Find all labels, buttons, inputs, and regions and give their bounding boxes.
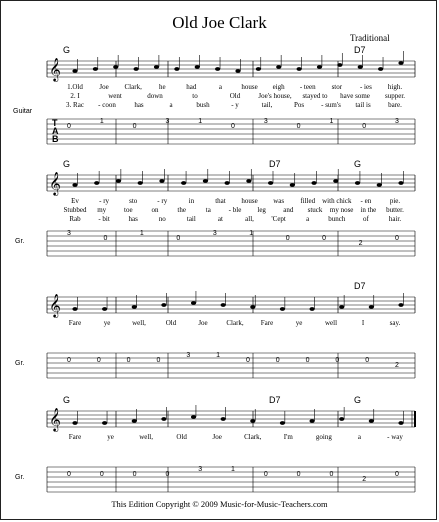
note-head	[297, 67, 302, 71]
lyric-syllable: and	[283, 206, 294, 214]
lyric-syllable: I'm	[283, 433, 293, 441]
lyric-syllable: Clark,	[244, 433, 262, 441]
lyric-syllable: Joe's house,	[258, 92, 292, 100]
system-4	[47, 405, 415, 492]
tab-fret-number: 0	[176, 235, 181, 242]
lyric-syllable: has	[134, 101, 144, 109]
lyric-syllable: filled	[300, 197, 316, 205]
lyric-syllable: ta	[205, 206, 211, 214]
lyric-syllable: stayed to	[302, 92, 328, 100]
lyric-syllable: in	[188, 197, 195, 205]
tab-fret-number: 0	[156, 357, 161, 364]
lyric-syllable: Joe	[198, 319, 208, 327]
tab-fret-number: 0	[263, 471, 268, 478]
note-head	[398, 61, 403, 65]
lyric-syllable: - sum's	[321, 101, 341, 109]
song-title: Old Joe Clark	[172, 13, 267, 32]
note-head	[161, 303, 166, 307]
lyric-syllable: high.	[387, 83, 403, 91]
lyric-syllable: a	[218, 83, 223, 91]
lyric-syllable: Pos	[293, 101, 305, 109]
tab-fret-number: 3	[263, 118, 268, 125]
tab-fret-number: 1	[216, 352, 221, 359]
note-head	[113, 65, 118, 69]
lyric-syllable: house	[241, 83, 258, 91]
lyric-syllable: Old	[165, 319, 177, 327]
lyric-syllable: Old	[176, 433, 187, 441]
lyric-syllable: - ble	[228, 206, 242, 214]
lyric-syllable: Old	[229, 92, 241, 100]
note-head	[317, 65, 322, 69]
lyric-syllable: Fare	[68, 433, 82, 441]
note-head	[378, 67, 383, 71]
lyric-syllable: butter.	[386, 206, 404, 214]
tab-fret-number: 3	[165, 118, 170, 125]
lyric-syllable: went	[108, 92, 122, 100]
note-head	[309, 419, 314, 423]
lyric-syllable: all,	[245, 215, 254, 223]
tab-fret-number: 0	[275, 357, 280, 364]
tab-fret-number: 0	[96, 357, 101, 364]
lyric-syllable: with chick	[322, 197, 352, 205]
instrument-label: Gr.	[15, 474, 25, 481]
lyric-syllable: has	[128, 215, 138, 223]
lyric-syllable: a	[357, 433, 361, 441]
treble-clef-icon: 𝄞	[49, 171, 61, 195]
note-head	[355, 181, 360, 185]
lyric-syllable: well,	[132, 319, 146, 327]
lyric-syllable: was	[273, 197, 285, 205]
note-head	[181, 181, 186, 185]
lyric-syllable: - ry	[99, 197, 110, 205]
note-head	[377, 183, 382, 187]
lyric-syllable: in the	[360, 206, 377, 214]
score-canvas	[1, 1, 438, 501]
note-head	[116, 179, 121, 183]
note-head	[215, 67, 220, 71]
copyright-notice: This Edition Copyright © 2009 Music-for-Music-Teachers.com	[111, 499, 328, 509]
tab-fret-number: 0	[335, 357, 340, 364]
tab-fret-number: 0	[67, 357, 71, 364]
tab-fret-number: 1	[231, 466, 235, 473]
lyric-syllable: bunch	[328, 215, 346, 223]
tab-fret-number: 2	[358, 240, 363, 247]
note-head	[191, 301, 196, 305]
note-head	[358, 65, 363, 69]
lyric-syllable: a	[306, 215, 310, 223]
note-head	[191, 415, 196, 419]
lyric-syllable: bare.	[388, 101, 402, 109]
note-head	[333, 179, 338, 183]
instrument-label: Gr.	[15, 360, 25, 367]
lyric-syllable: down	[147, 92, 163, 100]
note-head	[72, 183, 77, 187]
lyric-syllable: a	[169, 101, 173, 109]
lyric-syllable: Fare	[260, 319, 274, 327]
chord-symbol: D7	[269, 395, 281, 405]
tab-fret-number: 0	[99, 471, 104, 478]
lyric-syllable: tail	[186, 215, 196, 223]
note-head	[94, 181, 99, 185]
lyric-syllable: Joe	[212, 433, 222, 441]
tab-letter: B	[52, 134, 59, 144]
lyric-syllable: Clark,	[226, 319, 244, 327]
tab-fret-number: 1	[99, 118, 104, 125]
lyric-syllable: - teen	[299, 83, 316, 91]
tab-fret-number: 0	[132, 123, 137, 130]
note-head	[268, 181, 273, 185]
lyric-syllable: well,	[139, 433, 154, 441]
lyric-syllable: had	[186, 83, 197, 91]
tab-fret-number: 1	[139, 230, 144, 237]
tab-fret-number: 0	[395, 235, 399, 242]
lyric-syllable: - coon	[98, 101, 116, 109]
tab-letter: A	[52, 126, 59, 136]
lyric-syllable: to	[192, 92, 198, 100]
lyric-syllable: - en	[360, 197, 372, 205]
note-head	[276, 65, 281, 69]
composer-credit: Traditional	[350, 33, 390, 43]
lyric-syllable: say.	[389, 319, 401, 327]
chord-symbol: D7	[269, 159, 281, 169]
note-head	[369, 305, 374, 309]
chord-symbol: D7	[354, 281, 366, 291]
lyric-syllable: - way	[387, 433, 403, 441]
note-head	[250, 419, 255, 423]
note-head	[369, 419, 374, 423]
tab-fret-number: 3	[198, 466, 203, 473]
note-head	[221, 417, 226, 421]
note-head	[339, 305, 344, 309]
note-head	[132, 305, 137, 309]
tab-fret-number: 3	[67, 230, 71, 237]
lyric-syllable: going	[315, 433, 332, 441]
note-head	[311, 181, 316, 185]
tab-fret-number: 0	[322, 235, 327, 242]
tab-fret-number: 0	[103, 235, 108, 242]
lyric-syllable: ye	[107, 433, 114, 441]
chord-symbol: G	[354, 395, 362, 405]
note-head	[93, 67, 98, 71]
lyric-syllable: tail,	[261, 101, 273, 109]
tab-fret-number: 0	[126, 357, 131, 364]
lyric-syllable: house	[241, 197, 258, 205]
tab-fret-number: 2	[395, 362, 399, 369]
tab-fret-number: 0	[365, 357, 370, 364]
lyric-syllable: that	[215, 197, 226, 205]
note-head	[225, 181, 230, 185]
lyric-syllable: - ies	[359, 83, 372, 91]
note-head	[174, 67, 179, 71]
lyric-syllable: Joe	[99, 83, 109, 91]
lyric-syllable: toe	[124, 206, 133, 214]
note-head	[235, 69, 240, 73]
lyric-syllable: Stubbed	[63, 206, 87, 214]
lyric-syllable: he	[158, 83, 166, 91]
note-head	[102, 421, 107, 425]
tab-fret-number: 0	[165, 471, 170, 478]
instrument-label: Gr.	[15, 238, 25, 245]
lyric-syllable: stor	[331, 83, 343, 91]
lyric-syllable: 'Cept	[271, 215, 286, 223]
note-head	[339, 417, 344, 421]
lyric-syllable: have some	[340, 92, 370, 100]
lyric-syllable: at	[217, 215, 223, 223]
lyric-syllable: - ry	[157, 197, 168, 205]
treble-clef-icon: 𝄞	[49, 407, 61, 431]
tab-fret-number: 0	[231, 123, 235, 130]
tab-fret-number: 0	[67, 471, 71, 478]
note-head	[337, 63, 342, 67]
lyric-syllable: Ev	[71, 197, 79, 205]
lyric-syllable: ye	[295, 319, 303, 327]
tab-fret-number: 0	[362, 123, 367, 130]
note-head	[203, 179, 208, 183]
lyric-syllable: I	[361, 319, 365, 327]
lyric-syllable: - y	[231, 101, 239, 109]
lyric-syllable: leg	[257, 206, 266, 214]
tab-fret-number: 1	[249, 230, 254, 237]
tab-fret-number: 2	[362, 476, 367, 483]
note-head	[154, 65, 159, 69]
tab-fret-number: 3	[212, 230, 217, 237]
note-head	[134, 67, 139, 71]
lyric-syllable: stuck	[307, 206, 323, 214]
lyric-syllable: - bit	[98, 215, 110, 223]
tab-fret-number: 0	[305, 357, 310, 364]
tab-fret-number: 0	[329, 471, 334, 478]
lyric-syllable: on	[151, 206, 159, 214]
note-head	[290, 183, 295, 187]
chord-symbol: G	[63, 45, 71, 55]
chord-symbol: G	[63, 395, 71, 405]
tab-fret-number: 0	[296, 471, 301, 478]
treble-clef-icon: 𝄞	[49, 57, 61, 81]
lyric-syllable: sto	[129, 197, 138, 205]
lyric-syllable: Fare	[68, 319, 82, 327]
tab-fret-number: 0	[67, 123, 71, 130]
lyric-syllable: 3. Rac	[66, 101, 84, 109]
lyric-syllable: no	[158, 215, 166, 223]
lyric-syllable: Clark,	[124, 83, 142, 91]
lyric-syllable: supper.	[384, 92, 406, 100]
note-head	[159, 179, 164, 183]
tab-fret-number: 3	[186, 352, 191, 359]
note-head	[138, 181, 143, 185]
lyric-syllable: eigh	[272, 83, 285, 91]
note-head	[280, 307, 285, 311]
tab-fret-number: 1	[198, 118, 203, 125]
lyric-syllable: hair.	[388, 215, 402, 223]
note-head	[246, 179, 251, 183]
tab-fret-number: 0	[395, 471, 399, 478]
tab-fret-number: 0	[296, 123, 301, 130]
lyric-syllable: tail is	[355, 101, 371, 109]
lyric-syllable: Rab	[69, 215, 81, 223]
lyric-syllable: 2. I	[70, 92, 80, 100]
tab-letter: T	[52, 118, 58, 128]
tab-fret-number: 0	[245, 357, 250, 364]
tab-fret-number: 1	[329, 118, 334, 125]
system-3	[47, 291, 415, 378]
instrument-label: Guitar	[13, 108, 33, 115]
lyric-syllable: my nose	[329, 206, 354, 214]
chord-symbol: G	[354, 159, 362, 169]
note-head	[161, 417, 166, 421]
note-head	[221, 303, 226, 307]
note-head	[398, 303, 403, 307]
tab-fret-number: 0	[132, 471, 137, 478]
note-head	[72, 69, 77, 73]
note-head	[398, 181, 403, 185]
note-head	[256, 67, 261, 71]
lyric-syllable: my	[97, 206, 107, 214]
note-head	[132, 419, 137, 423]
lyric-syllable: the	[177, 206, 186, 214]
note-head	[280, 421, 285, 425]
lyric-syllable: pie.	[389, 197, 401, 205]
lyric-syllable: well	[324, 319, 338, 327]
note-head	[250, 305, 255, 309]
lyric-syllable: 1.Old	[67, 83, 83, 91]
lyric-syllable: ye	[103, 319, 111, 327]
chord-symbol: D7	[354, 45, 366, 55]
tab-fret-number: 3	[395, 118, 399, 125]
note-head	[72, 307, 77, 311]
tab-fret-number: 0	[285, 235, 290, 242]
note-head	[72, 421, 77, 425]
note-head	[309, 307, 314, 311]
note-head	[102, 307, 107, 311]
note-head	[195, 65, 200, 69]
chord-symbol: G	[63, 159, 71, 169]
lyric-syllable: of	[362, 215, 369, 223]
treble-clef-icon: 𝄞	[49, 293, 61, 317]
lyric-syllable: bush	[196, 101, 210, 109]
note-head	[398, 421, 403, 425]
